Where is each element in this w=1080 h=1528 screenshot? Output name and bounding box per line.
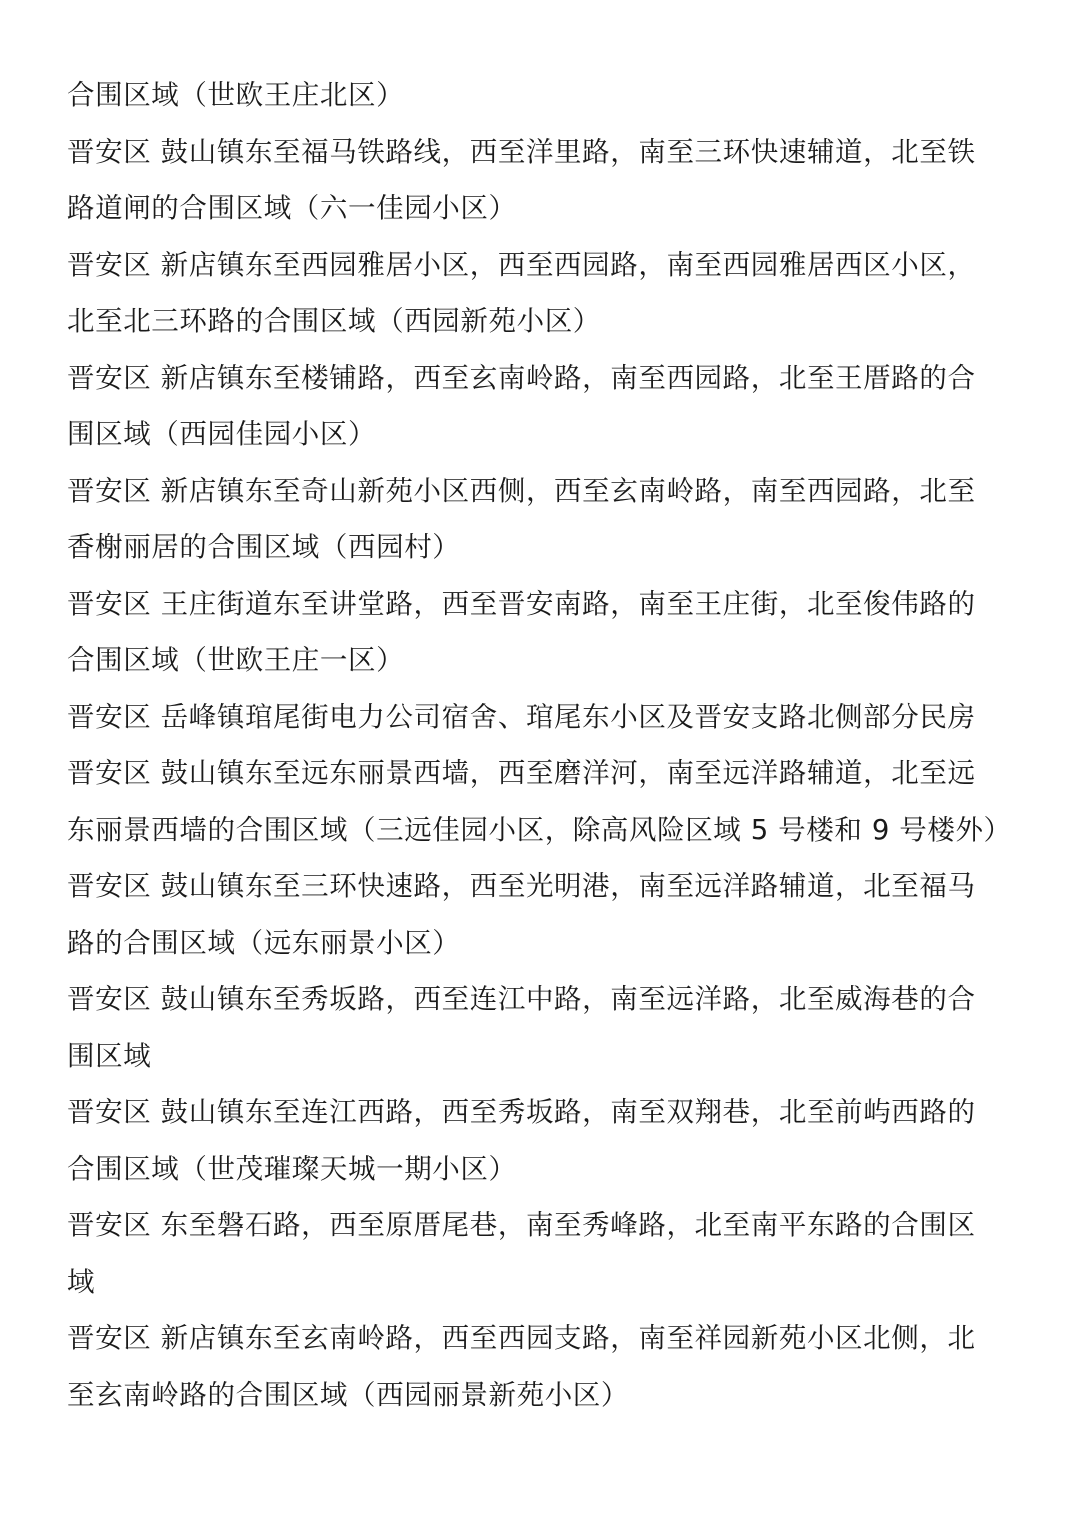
text-line: 晋安区 鼓山镇东至三环快速路，西至光明港，南至远洋路辅道，北至福马 [67, 870, 976, 902]
text-line: 晋安区 新店镇东至西园雅居小区，西至西园路，南至西园雅居西区小区， [67, 248, 976, 281]
text-line: 路的合围区域（远东丽景小区） [67, 926, 461, 959]
text-line: 晋安区 新店镇东至楼铺路，西至玄南岭路，南至西园路，北至王厝路的合 [67, 361, 976, 394]
text-line: 晋安区 王庄街道东至讲堂路，西至晋安南路，南至王庄街，北至俊伟路的 [67, 587, 976, 620]
text-line: 域 [67, 1265, 96, 1298]
text-line: 围区域（西园佳园小区） [67, 418, 377, 450]
text-line: 晋安区 鼓山镇东至福马铁路线，西至洋里路，南至三环快速辅道，北至铁 [67, 135, 976, 168]
document-body [67, 72, 1017, 1428]
text-line: 晋安区 鼓山镇东至连江西路，西至秀坂路，南至双翔巷，北至前屿西路的 [67, 1096, 976, 1128]
text-line: 北至北三环路的合围区域（西园新苑小区） [67, 305, 601, 337]
text-line: 晋安区 新店镇东至玄南岭路，西至西园支路，南至祥园新苑小区北侧，北 [67, 1322, 976, 1354]
text-line: 东丽景西墙的合围区域（三远佳园小区，除高风险区域 5 号楼和 9 号楼外） [67, 813, 1012, 846]
text-line: 合围区域（世欧王庄一区） [67, 644, 405, 676]
text-line: 围区域 [67, 1039, 152, 1072]
text-line: 晋安区 新店镇东至奇山新苑小区西侧，西至玄南岭路，南至西园路，北至 [67, 474, 976, 507]
text-line: 合围区域（世茂璀璨天城一期小区） [67, 1152, 517, 1185]
text-line: 晋安区 东至磐石路，西至原厝尾巷，南至秀峰路，北至南平东路的合围区 [67, 1209, 976, 1241]
text-line: 晋安区 鼓山镇东至秀坂路，西至连江中路，南至远洋路，北至威海巷的合 [67, 983, 976, 1015]
text-line: 至玄南岭路的合围区域（西园丽景新苑小区） [67, 1378, 629, 1411]
text-line: 晋安区 岳峰镇琯尾街电力公司宿舍、琯尾东小区及晋安支路北侧部分民房 [67, 700, 976, 733]
text-line: 路道闸的合围区域（六一佳园小区） [67, 192, 517, 224]
text-line: 香榭丽居的合围区域（西园村） [67, 531, 461, 563]
text-line: 合围区域（世欧王庄北区） [67, 79, 405, 111]
text-line: 晋安区 鼓山镇东至远东丽景西墙，西至磨洋河，南至远洋路辅道，北至远 [67, 757, 976, 789]
